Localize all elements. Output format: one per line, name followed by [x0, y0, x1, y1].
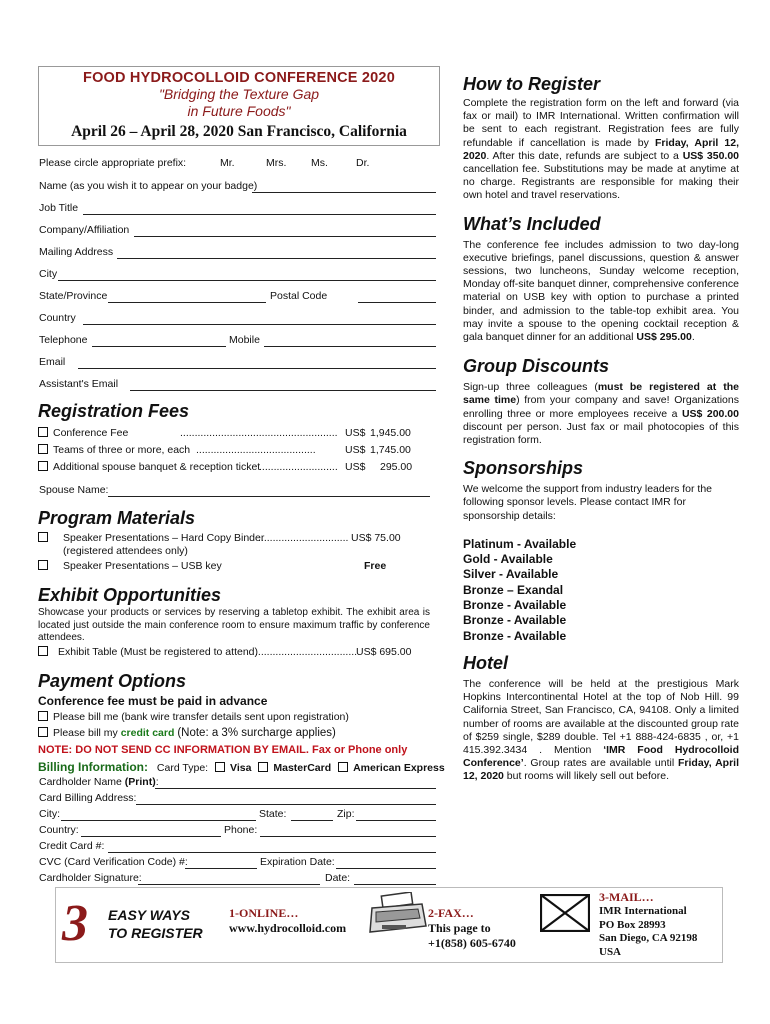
conference-fee-checkbox[interactable]	[38, 427, 48, 437]
prefix-ms[interactable]: Ms.	[311, 157, 328, 169]
fax-label: 2-FAX…	[428, 906, 474, 920]
cardholder-name-label: Cardholder Name	[39, 776, 122, 788]
cardholder-name-label-group: Cardholder Name (Print):	[39, 776, 159, 788]
htr-fee: US$ 350.00	[682, 149, 740, 162]
fee-currency: US$	[345, 427, 366, 439]
usb-label: Speaker Presentations – USB key	[63, 560, 222, 572]
wi-p1: The conference fee includes admission to two day-long executive briefings, panel discussions, question & answer sessions, two luncheons, Sunday welcome reception, Monday off-site banquet dinner, comprehensive conference material on USB key with option to purchase a printed binder, and admission to the table-top exhibit area. You may invite a spouse to the opening cocktail reception & gala banquet dinner for an additional	[463, 238, 739, 344]
job-title-row	[38, 202, 436, 216]
gd-p1: Sign-up three colleagues (	[463, 381, 598, 394]
signature-label: Cardholder Signature:	[39, 872, 142, 884]
sponsorships-heading: Sponsorships	[463, 458, 584, 479]
cardholder-name-row	[38, 776, 436, 790]
usb-checkbox[interactable]	[38, 560, 48, 570]
hotel-text	[463, 678, 739, 784]
sponsor-level: Bronze - Available	[463, 628, 567, 643]
mastercard-label: MasterCard	[273, 762, 332, 774]
fee-dots: .........................................	[196, 444, 316, 456]
teams-fee-checkbox[interactable]	[38, 444, 48, 454]
postal-field[interactable]	[358, 302, 436, 303]
mail-address	[599, 905, 697, 959]
billing-country-field[interactable]	[81, 836, 221, 837]
billing-info-row	[38, 760, 445, 774]
exhibit-table-label: Exhibit Table (Must be registered to attend)	[58, 646, 258, 658]
ways-line2: TO REGISTER	[108, 925, 203, 941]
how-to-register-heading: How to Register	[463, 74, 601, 94]
ways-number: 3	[62, 895, 88, 952]
email-field[interactable]	[78, 368, 436, 369]
amex-checkbox[interactable]	[338, 762, 348, 772]
billing-country-label: Country:	[39, 824, 79, 836]
billing-city-row	[38, 808, 436, 822]
billing-address-label: Card Billing Address:	[39, 792, 137, 804]
exhibit-table-dots: ...................................	[255, 646, 358, 658]
credit-card-row	[38, 840, 436, 854]
payment-advance-note: Conference fee must be paid in advance	[38, 694, 268, 708]
credit-card-link[interactable]: credit card	[120, 727, 175, 739]
company-label: Company/Affiliation	[39, 224, 130, 236]
state-row	[38, 290, 436, 304]
mail-line: USA	[599, 945, 622, 958]
fax-line1: This page to	[428, 921, 491, 935]
fee-amount: 1,745.00	[370, 444, 411, 456]
fee-currency: US$	[345, 444, 366, 456]
usb-row[interactable]	[38, 560, 387, 572]
gd-p2: ) from your company and save! Organizations enrolling three or more employees receive a	[463, 394, 739, 420]
billing-country-row	[38, 824, 436, 838]
bill-cc-checkbox[interactable]	[38, 727, 48, 737]
mastercard-checkbox[interactable]	[258, 762, 268, 772]
exhibit-description: Showcase your products or services by reserving a tabletop exhibit. The exhibit area is located just outside the main conference room to ensure maximum traffic by conference attendees.	[38, 607, 430, 643]
fee-conference-row[interactable]	[38, 427, 411, 439]
hard-copy-checkbox[interactable]	[38, 532, 48, 542]
cardholder-name-print: (Print)	[124, 776, 156, 788]
fee-spouse-row[interactable]	[38, 461, 413, 473]
billing-zip-field[interactable]	[356, 820, 436, 821]
bill-me-checkbox[interactable]	[38, 711, 48, 721]
job-title-label: Job Title	[39, 202, 79, 214]
whats-included-text	[463, 239, 739, 345]
name-label: Name (as you wish it to appear on your badge)	[39, 180, 258, 192]
cvc-field[interactable]	[185, 868, 257, 869]
visa-label: Visa	[230, 762, 252, 774]
country-row	[38, 312, 436, 326]
conference-title: FOOD HYDROCOLLOID CONFERENCE 2020	[83, 70, 395, 86]
sponsor-level: Bronze – Exandal	[463, 582, 564, 597]
billing-address-row	[38, 792, 436, 806]
name-field[interactable]	[252, 192, 436, 193]
usb-price: Free	[364, 560, 387, 572]
fee-amount: 1,945.00	[370, 427, 411, 439]
mail-label: 3-MAIL…	[599, 890, 654, 904]
city-row	[38, 268, 436, 282]
cc-email-warning: NOTE: DO NOT SEND CC INFORMATION BY EMAIL. Fax or Phone only	[38, 744, 408, 756]
group-discounts-heading: Group Discounts	[463, 356, 610, 377]
payment-heading: Payment Options	[38, 671, 187, 691]
right-column	[463, 74, 739, 784]
cvc-label: CVC (Card Verification Code) #:	[39, 856, 188, 868]
wi-fee: US$ 295.00	[636, 331, 692, 344]
cvc-row	[38, 856, 436, 870]
visa-checkbox[interactable]	[215, 762, 225, 772]
sponsor-levels-list	[463, 537, 739, 644]
gd-p3: discount per person. Just fax or mail photocopies of this registration form.	[463, 420, 739, 447]
company-row	[38, 224, 436, 238]
envelope-icon	[540, 894, 590, 937]
mailing-row	[38, 246, 436, 260]
billing-address-field[interactable]	[136, 804, 436, 805]
conference-subtitle-line2: in Future Foods"	[187, 103, 291, 119]
online-label: 1-ONLINE…	[229, 906, 299, 920]
name-row	[38, 180, 436, 194]
bill-cc-label: Please bill my	[53, 727, 118, 739]
ways-title	[108, 906, 203, 942]
telephone-label: Telephone	[39, 334, 88, 346]
conference-title-box	[38, 66, 440, 146]
billing-phone-field[interactable]	[260, 836, 436, 837]
billing-city-field[interactable]	[61, 820, 256, 821]
fee-teams-row[interactable]	[38, 444, 411, 456]
htr-p1: Complete the registration form on the left and forward (via fax or mail) to IMR International. Written confirmation will be sent to each registrant. Registration fees are fully refundable if cancellation is made by	[463, 97, 739, 149]
spouse-name-row	[38, 484, 436, 498]
mail-line: IMR International	[599, 905, 687, 917]
fax-machine-icon	[366, 892, 428, 941]
state-field[interactable]	[108, 302, 266, 303]
ways-line1: EASY WAYS	[108, 907, 190, 923]
mobile-field[interactable]	[264, 346, 436, 347]
gd-bold: must be registered at the same time	[463, 381, 739, 407]
billing-info-label: Billing Information:	[38, 760, 148, 774]
postal-label: Postal Code	[270, 290, 328, 302]
telephone-row	[38, 334, 436, 348]
card-type-label: Card Type:	[156, 762, 209, 774]
prefix-mrs[interactable]: Mrs.	[266, 157, 287, 169]
exhibit-table-price: US$ 695.00	[356, 646, 412, 658]
hotel-heading: Hotel	[463, 652, 508, 673]
spouse-name-field[interactable]	[108, 496, 430, 497]
whats-included-heading: What’s Included	[463, 213, 601, 234]
hotel-p3: but rooms will likely sell out before.	[506, 770, 670, 783]
htr-p3: cancellation fee. Substitutions may be made at anytime at no charge. Registrants are responsible for making their own hotel and travel reservations.	[463, 163, 739, 202]
mailing-field[interactable]	[117, 258, 436, 259]
bill-me-row[interactable]	[38, 711, 349, 723]
expiration-label: Expiration Date:	[260, 856, 335, 868]
amex-label: American Express	[353, 762, 445, 774]
hotel-mention: ‘IMR Food Hydrocolloid Conference’	[463, 743, 740, 770]
credit-card-field[interactable]	[108, 852, 436, 853]
fee-label: Teams of three or more, each	[53, 444, 191, 456]
signature-date-field[interactable]	[354, 884, 436, 885]
email-row	[38, 356, 436, 370]
surcharge-note: (Note: a 3% surcharge applies)	[177, 727, 336, 739]
mail-line: PO Box 28993	[599, 918, 666, 931]
billing-city-label: City:	[39, 808, 60, 820]
fee-dots: ...........................	[259, 461, 338, 473]
mail-line: San Diego, CA 92198	[599, 932, 698, 944]
prefix-label: Please circle appropriate prefix:	[39, 157, 187, 169]
mailing-label: Mailing Address	[39, 246, 114, 258]
city-label: City	[39, 268, 58, 280]
hotel-p2: . Group rates are available until	[523, 757, 675, 770]
conference-dates-location: April 26 – April 28, 2020 San Francisco, California	[71, 123, 407, 140]
billing-phone-label: Phone:	[224, 824, 258, 836]
company-field[interactable]	[134, 236, 436, 237]
mobile-label: Mobile	[229, 334, 260, 346]
prefix-dr[interactable]: Dr.	[356, 157, 370, 169]
billing-state-field[interactable]	[291, 820, 333, 821]
prefix-mr[interactable]: Mr.	[220, 157, 235, 169]
assistant-email-field[interactable]	[130, 390, 436, 391]
hard-copy-row[interactable]	[38, 532, 401, 544]
spouse-name-label: Spouse Name:	[39, 484, 109, 496]
city-field[interactable]	[58, 280, 436, 281]
cardholder-name-field[interactable]	[155, 788, 436, 789]
billing-zip-label: Zip:	[337, 808, 355, 820]
bill-me-label: Please bill me (bank wire transfer details sent upon registration)	[53, 711, 349, 723]
assistant-email-row	[38, 378, 436, 392]
sponsor-level: Silver - Available	[463, 567, 559, 582]
telephone-field[interactable]	[92, 346, 226, 347]
htr-p2: . After this date, refunds are subject to a	[486, 149, 679, 162]
hard-copy-dots: ...............................	[258, 532, 349, 544]
country-field[interactable]	[83, 324, 436, 325]
assistant-email-label: Assistant's Email	[39, 378, 119, 390]
gd-discount: US$ 200.00	[681, 407, 739, 420]
sponsor-level: Gold - Available	[463, 552, 553, 567]
signature-row	[38, 872, 436, 886]
credit-card-label: Credit Card #:	[39, 840, 105, 852]
signature-field[interactable]	[138, 884, 320, 885]
group-discounts-text	[463, 381, 739, 447]
sponsor-level: Platinum - Available	[463, 536, 577, 551]
fax-number: +1(858) 605-6740	[428, 936, 516, 950]
how-to-register-text	[463, 97, 739, 203]
signature-date-label: Date:	[325, 872, 351, 884]
fee-label: Conference Fee	[53, 427, 129, 439]
spouse-fee-checkbox[interactable]	[38, 461, 48, 471]
hotel-p1: The conference will be held at the prestigious Mark Hopkins Intercontinental Hotel at the top of Nob Hill. 99 California Street, San Francisco, CA, 94108. Only a limited number of rooms are available at the discounted group rate of $259 single, $289 double. Tel +1 888-424-6835 , or, +1 415.392.3434 . Mention	[463, 677, 739, 756]
fee-label: Additional spouse banquet & reception ticket	[53, 461, 261, 473]
fee-currency: US$	[345, 461, 366, 473]
left-column	[38, 66, 445, 884]
wi-p2: .	[691, 331, 695, 344]
sponsor-level: Bronze - Available	[463, 598, 567, 613]
fee-dots: ......................................................	[180, 427, 338, 439]
hard-copy-price: US$ 75.00	[351, 532, 401, 544]
email-label: Email	[39, 356, 66, 368]
hard-copy-label: Speaker Presentations – Hard Copy Binder	[63, 532, 265, 544]
job-title-field[interactable]	[83, 214, 436, 215]
bill-cc-row[interactable]	[38, 727, 336, 739]
state-label: State/Province	[39, 290, 108, 302]
sponsor-level: Bronze - Available	[463, 613, 567, 628]
conference-subtitle-line1: "Bridging the Texture Gap	[158, 86, 320, 102]
country-label: Country	[39, 312, 76, 324]
fee-amount: 295.00	[380, 461, 413, 473]
hotel-until: Friday, April 12, 2020	[463, 757, 739, 783]
htr-date: Friday, April 12, 2020	[463, 136, 739, 162]
expiration-field[interactable]	[336, 868, 436, 869]
prefix-row	[38, 157, 436, 171]
exhibit-table-row[interactable]	[38, 646, 412, 658]
sponsorships-text: We welcome the support from industry leaders for the following sponsor levels. Please contact IMR for sponsorship details:	[463, 483, 713, 522]
easy-ways-bar	[55, 887, 723, 963]
exhibit-table-checkbox[interactable]	[38, 646, 48, 656]
online-url[interactable]: www.hydrocolloid.com	[229, 921, 347, 935]
hard-copy-note: (registered attendees only)	[63, 545, 188, 557]
registration-fees-heading: Registration Fees	[38, 401, 190, 421]
exhibit-heading: Exhibit Opportunities	[38, 585, 221, 605]
program-materials-heading: Program Materials	[38, 508, 196, 528]
billing-state-label: State:	[259, 808, 287, 820]
